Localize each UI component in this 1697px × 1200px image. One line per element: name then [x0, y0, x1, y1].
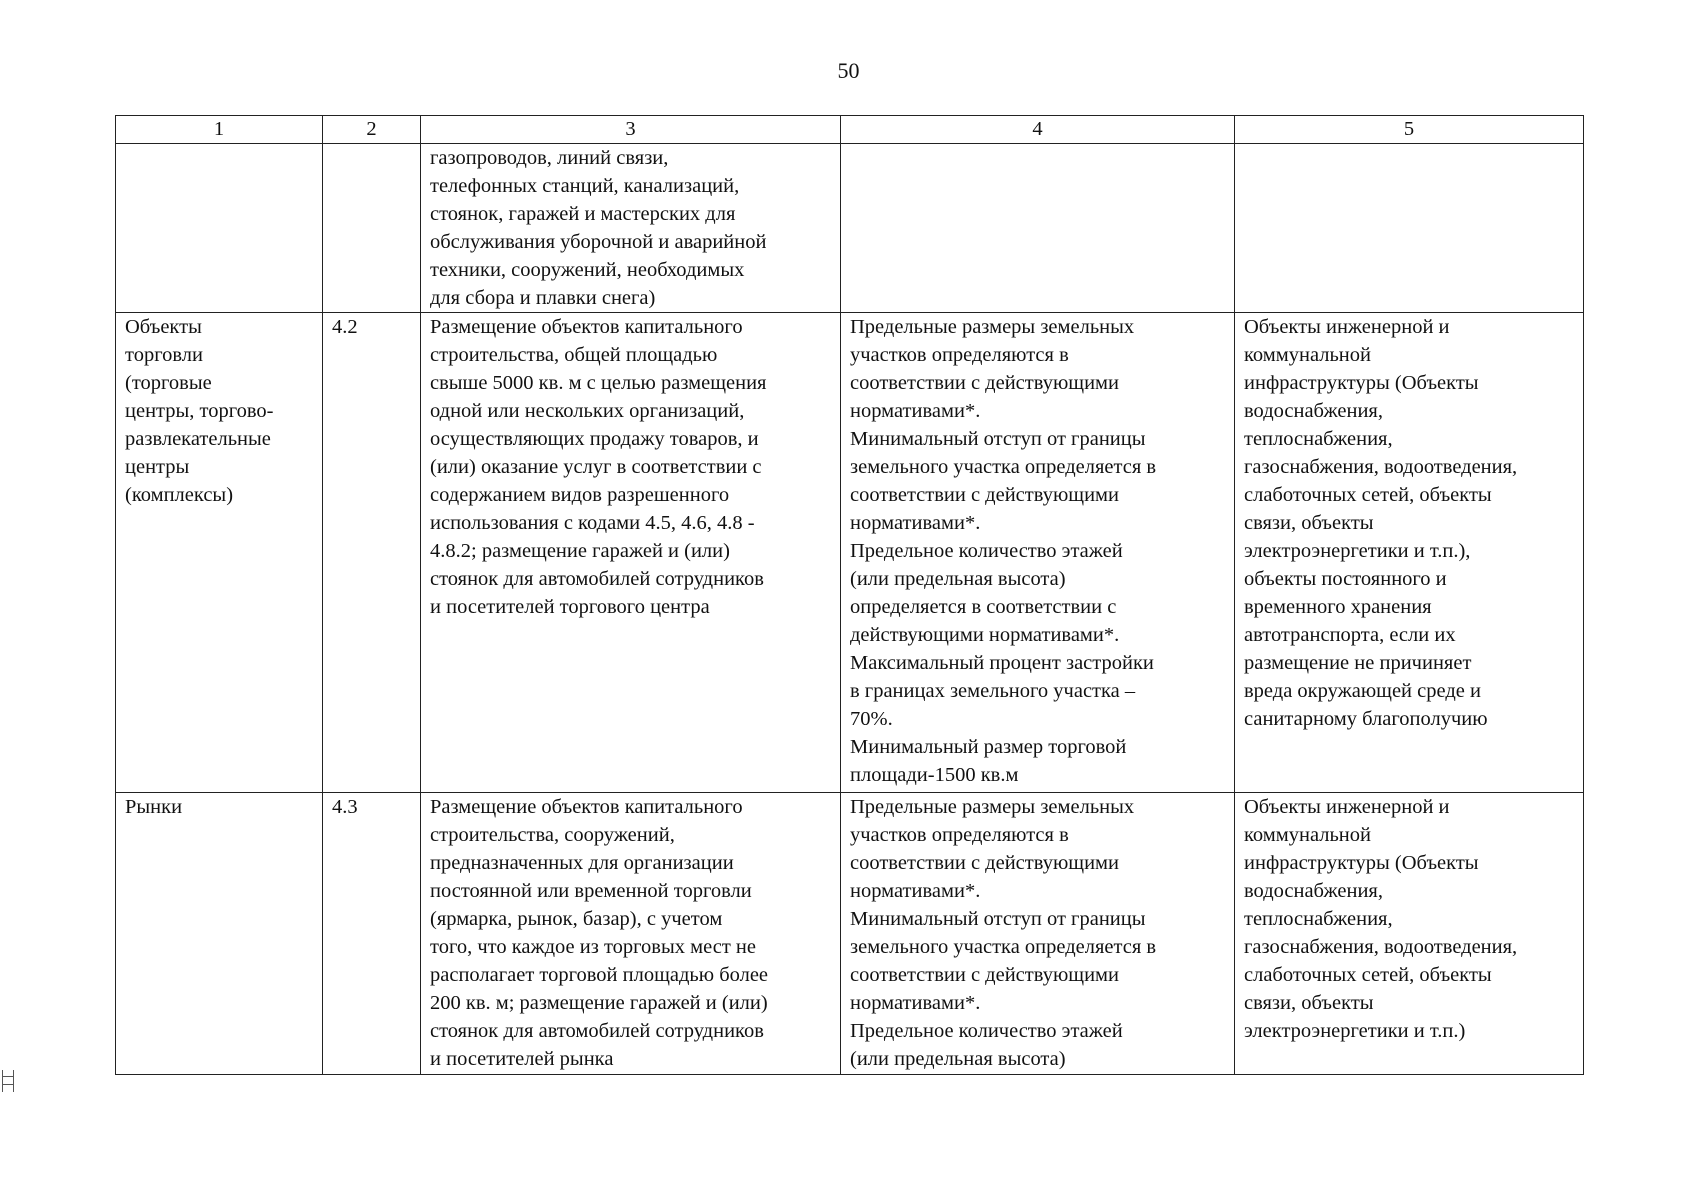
column-header-5: 5: [1235, 116, 1584, 144]
use-code-cell: [323, 144, 421, 313]
column-header-2: 2: [323, 116, 421, 144]
table-row: [116, 793, 1584, 1075]
use-description-cell: Размещение объектов капитального строительства, общей площадью свыше 5000 кв. м с целью размещения одной или нескольких организаций, осуществляющих продажу товаров, и (или) оказание услуг в соответствии с содержанием видов разрешенного использования с кодами 4.5, 4.6, 4.8 - 4.8.2; размещение гаражей и (или) стоянок для автомобилей сотрудников и посетителей торгового центра: [421, 313, 841, 793]
header-row: [116, 116, 1584, 144]
table-row: [116, 313, 1584, 793]
scan-binding-mark: [2, 1070, 14, 1092]
parameters-cell: [841, 144, 1235, 313]
use-code-cell: 4.3: [323, 793, 421, 1075]
page-number: 50: [837, 58, 860, 83]
column-header-4: 4: [841, 116, 1235, 144]
parameters-cell: Предельные размеры земельных участков определяются в соответствии с действующими нормативами*. Минимальный отступ от границы земельного участка определяется в соответствии с действующими нормативами*. Предельное количество этажей (или предельная высота) определяется в соответствии с действующими нормативами*. Максимальный процент застройки в границах земельного участка – 70%. Минимальный размер торговой площади-1500 кв.м: [841, 313, 1235, 793]
parameters-cell: Предельные размеры земельных участков определяются в соответствии с действующими нормативами*. Минимальный отступ от границы земельного участка определяется в соответствии с действующими нормативами*. Предельное количество этажей (или предельная высота): [841, 793, 1235, 1075]
use-code-cell: 4.2: [323, 313, 421, 793]
auxiliary-uses-cell: Объекты инженерной и коммунальной инфраструктуры (Объекты водоснабжения, теплоснабжения, газоснабжения, водоотведения, слаботочных сетей, объекты связи, объекты электроэнергетики и т.п.), объекты постоянного и временного хранения автотранспорта, если их размещение не причиняет вреда окружающей среде и санитарному благополучию: [1235, 313, 1584, 793]
auxiliary-uses-cell: Объекты инженерной и коммунальной инфраструктуры (Объекты водоснабжения, теплоснабжения, газоснабжения, водоотведения, слаботочных сетей, объекты связи, объекты электроэнергетики и т.п.): [1235, 793, 1584, 1075]
use-description-cell: Размещение объектов капитального строительства, сооружений, предназначенных для организации постоянной или временной торговли (ярмарка, рынок, базар), с учетом того, что каждое из торговых мест не располагает торговой площадью более 200 кв. м; размещение гаражей и (или) стоянок для автомобилей сотрудников и посетителей рынка: [421, 793, 841, 1075]
use-description-cell: газопроводов, линий связи, телефонных станций, канализаций, стоянок, гаражей и мастерских для обслуживания уборочной и аварийной техники, сооружений, необходимых для сбора и плавки снега): [421, 144, 841, 313]
column-header-1: 1: [116, 116, 323, 144]
table-row: [116, 144, 1584, 313]
use-name-cell: [116, 144, 323, 313]
auxiliary-uses-cell: [1235, 144, 1584, 313]
column-header-3: 3: [421, 116, 841, 144]
use-name-cell: Объекты торговли (торговые центры, торгово- развлекательные центры (комплексы): [116, 313, 323, 793]
use-name-cell: Рынки: [116, 793, 323, 1075]
land-use-table: [115, 115, 1584, 1075]
